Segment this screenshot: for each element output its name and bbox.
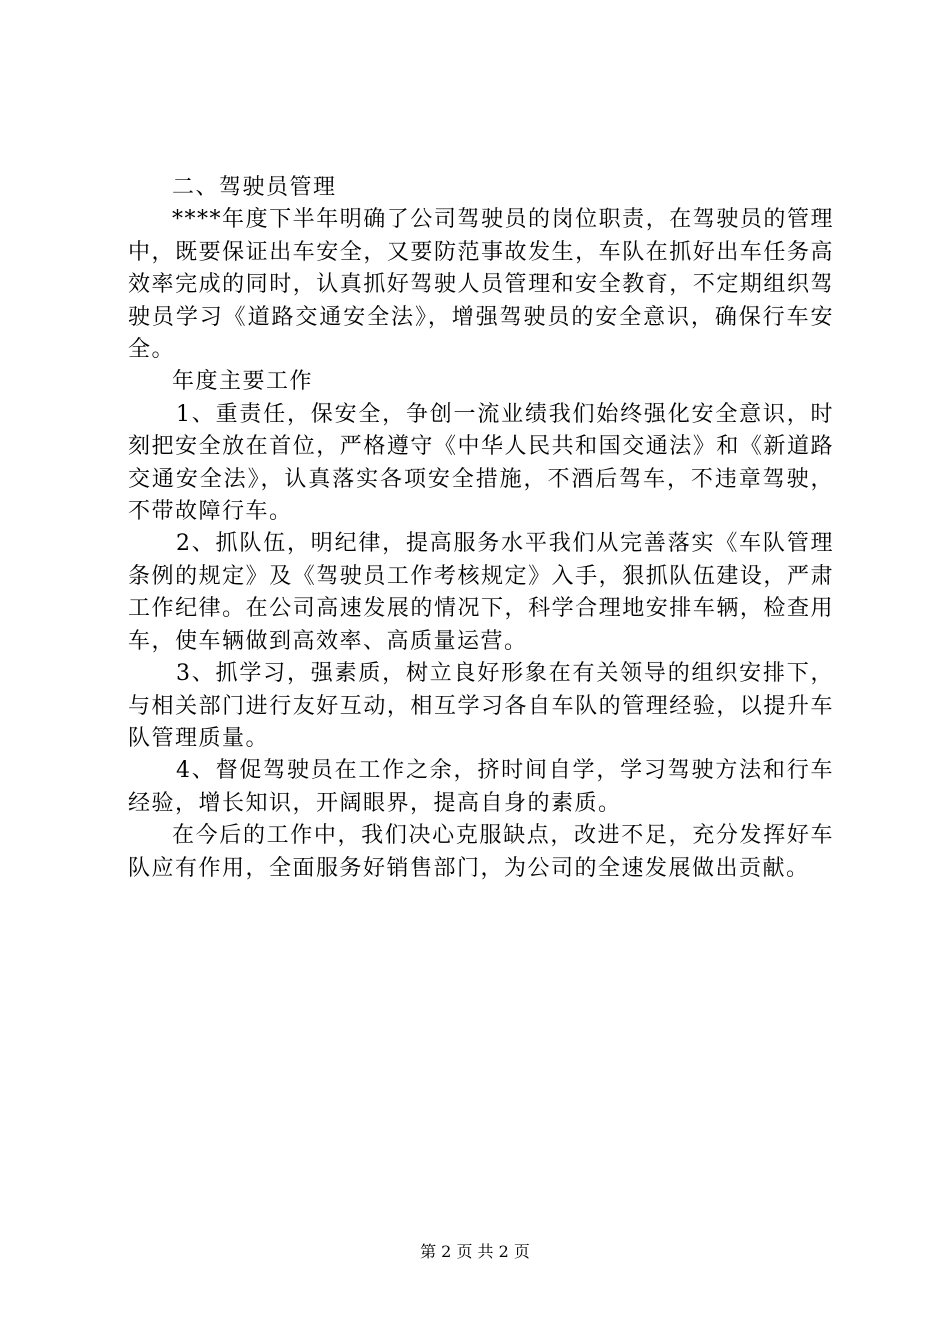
list-item-3: 3、抓学习，强素质，树立良好形象在有关领导的组织安排下，与相关部门进行友好互动，相互学习各自车队的管理经验，以提升车队管理质量。 <box>128 661 834 751</box>
section-heading-annual-work: 年度主要工作 <box>172 369 314 395</box>
paragraph-conclusion: 在今后的工作中，我们决心克服缺点，改进不足，充分发挥好车队应有作用，全面服务好销售部门，为公司的全速发展做出贡献。 <box>128 823 834 881</box>
list-item-2: 2、抓队伍，明纪律，提高服务水平我们从完善落实《车队管理条例的规定》及《驾驶员工作考核规定》入手，狠抓队伍建设，严肃工作纪律。在公司高速发展的情况下，科学合理地安排车辆，检查用车，使车辆做到高效率、高质量运营。 <box>128 531 834 654</box>
section-heading-driver-management: 二、驾驶员管理 <box>172 175 337 200</box>
paragraph-driver-duties: ****年度下半年明确了公司驾驶员的岗位职责，在驾驶员的管理中，既要保证出车安全，又要防范事故发生，车队在抓好出车任务高效率完成的同时，认真抓好驾驶人员管理和安全教育，不定期组织驾驶员学习《道路交通安全法》，增强驾驶员的安全意识，确保行车安全。 <box>128 207 834 363</box>
page-footer: 第 2 页 共 2 页 <box>420 1242 530 1261</box>
list-item-4: 4、督促驾驶员在工作之余，挤时间自学，学习驾驶方法和行车经验，增长知识，开阔眼界，提高自身的素质。 <box>128 758 834 816</box>
document-body <box>128 172 834 885</box>
list-item-1: 1、重责任，保安全，争创一流业绩我们始终强化安全意识，时刻把安全放在首位，严格遵守《中华人民共和国交通法》和《新道路交通安全法》，认真落实各项安全措施，不酒后驾车，不违章驾驶，不带故障行车。 <box>128 401 834 525</box>
